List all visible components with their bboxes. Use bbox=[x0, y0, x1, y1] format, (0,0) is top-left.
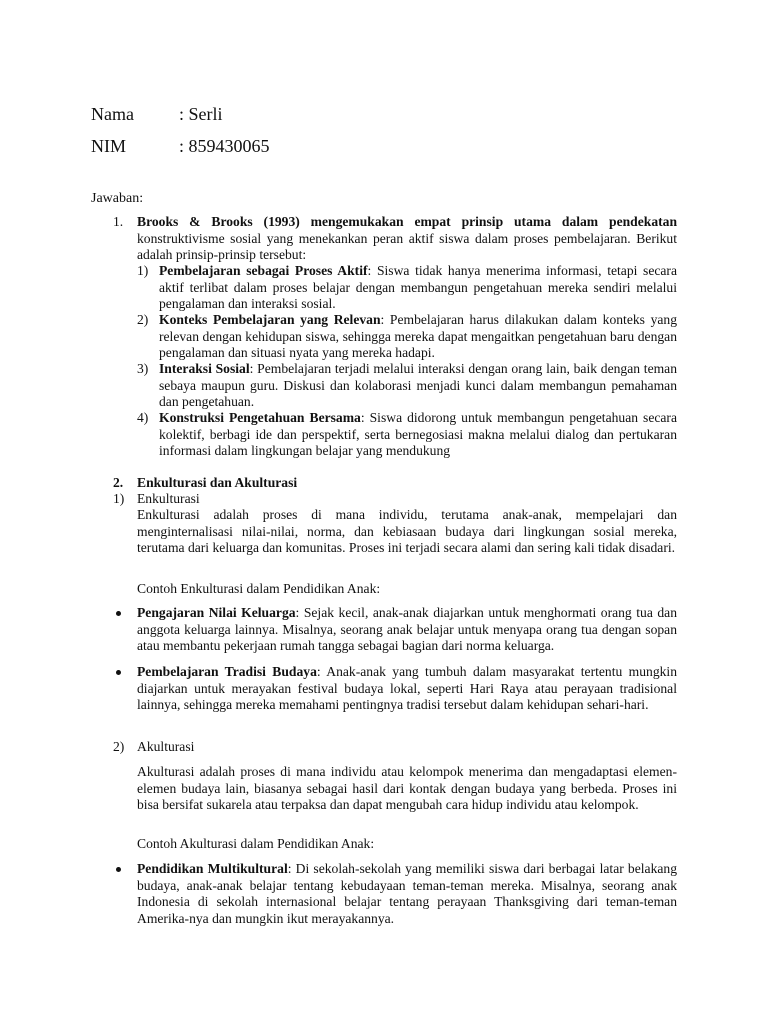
q1-item-text: : Pembelajaran terjadi melalui interaksi dengan orang lain, baik dengan teman sebaya maupun guru. Diskusi dan kolaborasi menjadi kunci dalam membangun pemahaman dan pengetahuan. bbox=[159, 361, 678, 410]
q1-item-text: : Siswa didorong untuk membangun pengetahuan secara kolektif, berbagi ide dan perspektif, serta bernegosiasi makna melalui dialog dan pertukaran informasi dalam lingkungan belajar yang mendukung bbox=[159, 410, 677, 459]
akul-bullet bbox=[137, 861, 677, 927]
akul-heading: Akulturasi bbox=[137, 739, 195, 754]
bullet-icon bbox=[116, 867, 121, 872]
q1-item-number: 4) bbox=[137, 410, 149, 425]
q2-title: Enkulturasi dan Akulturasi bbox=[137, 475, 298, 490]
q1-item-title: Konstruksi Pengetahuan Bersama bbox=[159, 410, 361, 425]
q1-item bbox=[159, 410, 677, 460]
bullet-icon bbox=[116, 611, 121, 616]
q1-intro-bold: Brooks & Brooks (1993) mengemukakan empat prinsip utama dalam pendekatan bbox=[137, 214, 677, 229]
nim-row bbox=[91, 134, 270, 158]
nama-label: Nama bbox=[91, 104, 134, 124]
q1-item-title: Interaksi Sosial bbox=[159, 361, 250, 376]
q1-item-text: : Pembelajaran harus dilakukan dalam konteks yang relevan dengan kehidupan siswa, sehingga mereka dapat mengaitkan pengetahuan baru dengan pengalaman dan situasi nyata yang mereka hadapi. bbox=[159, 312, 677, 361]
nama-value: : Serli bbox=[179, 104, 223, 124]
q1-intro bbox=[137, 214, 677, 264]
enk-bullet-title: Pengajaran Nilai Keluarga bbox=[137, 605, 296, 620]
enk-example-heading: Contoh Enkulturasi dalam Pendidikan Anak: bbox=[137, 581, 381, 596]
nim-label: NIM bbox=[91, 136, 126, 156]
q1-item-title: Konteks Pembelajaran yang Relevan bbox=[159, 312, 381, 327]
akul-bullet-text: : Di sekolah-sekolah yang memiliki siswa dari berbagai latar belakang budaya, anak-anak belajar tentang kebudayaan teman-teman mereka. Misalnya, seorang anak Indonesia di sekolah internasional belajar tentang perayaan Thanksgiving dari teman-teman Amerika-nya dan mungkin ikut merayakannya. bbox=[137, 861, 677, 926]
q1-item bbox=[159, 263, 677, 313]
q1-item bbox=[159, 361, 677, 411]
enk-bullet-text: : Anak-anak yang tumbuh dalam masyarakat tertentu mungkin diajarkan untuk merayakan festival budaya lokal, seperti Hari Raya atau perayaan tradisional lainnya, sehingga mereka memahami pentingnya tradisi tersebut dalam kehidupan sehari-hari. bbox=[137, 664, 677, 713]
akul-definition: Akulturasi adalah proses di mana individu atau kelompok menerima dan mengadaptasi elemen-elemen budaya lain, biasanya sebagai hasil dari kontak dengan budaya yang berbeda. Proses ini bisa bersifat sukarela atau terpaksa dan dapat mengubah cara hidup individu atau kelompok. bbox=[137, 764, 677, 813]
enk-definition: Enkulturasi adalah proses di mana individu, terutama anak-anak, mempelajari dan menginternalisasi nilai-nilai, norma, dan kebiasaan budaya dari lingkungan sosial mereka, terutama dari keluarga dan komunitas. Proses ini terjadi secara alami dan sering kali tidak disadari. bbox=[137, 507, 677, 556]
q1-item-text: : Siswa tidak hanya menerima informasi, tetapi secara aktif terlibat dalam proses belajar dengan membangun pengetahuan mereka sendiri melalui pengalaman dan interaksi sosial. bbox=[159, 263, 677, 312]
enk-number: 1) bbox=[113, 491, 125, 506]
q1-item-number: 1) bbox=[137, 263, 149, 278]
q1-item-number: 3) bbox=[137, 361, 149, 376]
akul-number: 2) bbox=[113, 739, 125, 754]
akul-example-heading: Contoh Akulturasi dalam Pendidikan Anak: bbox=[137, 836, 375, 851]
nama-row bbox=[91, 102, 223, 126]
enk-heading: Enkulturasi bbox=[137, 491, 200, 506]
q1-item-title: Pembelajaran sebagai Proses Aktif bbox=[159, 263, 368, 278]
q1-item bbox=[159, 312, 677, 362]
akul-bullet-title: Pendidikan Multikultural bbox=[137, 861, 288, 876]
bullet-icon bbox=[116, 670, 121, 675]
enk-bullet-title: Pembelajaran Tradisi Budaya bbox=[137, 664, 317, 679]
jawaban-label: Jawaban: bbox=[91, 191, 144, 206]
enk-bullet bbox=[137, 664, 677, 714]
enk-bullet-text: : Sejak kecil, anak-anak diajarkan untuk menghormati orang tua dan anggota keluarga lainnya. Misalnya, seorang anak belajar untuk menyapa orang tua dengan sopan atau membantu pekerjaan rumah tangga sebagai bagian dari norma keluarga. bbox=[137, 605, 677, 654]
q2-number: 2. bbox=[113, 475, 124, 490]
q1-item-number: 2) bbox=[137, 312, 149, 327]
q1-intro-rest: konstruktivisme sosial yang menekankan peran aktif siswa dalam proses pembelajaran. Berikut adalah prinsip-prinsip tersebut: bbox=[137, 230, 677, 263]
nim-value: : 859430065 bbox=[179, 136, 270, 156]
enk-bullet bbox=[137, 605, 677, 655]
q1-number: 1. bbox=[113, 214, 124, 229]
